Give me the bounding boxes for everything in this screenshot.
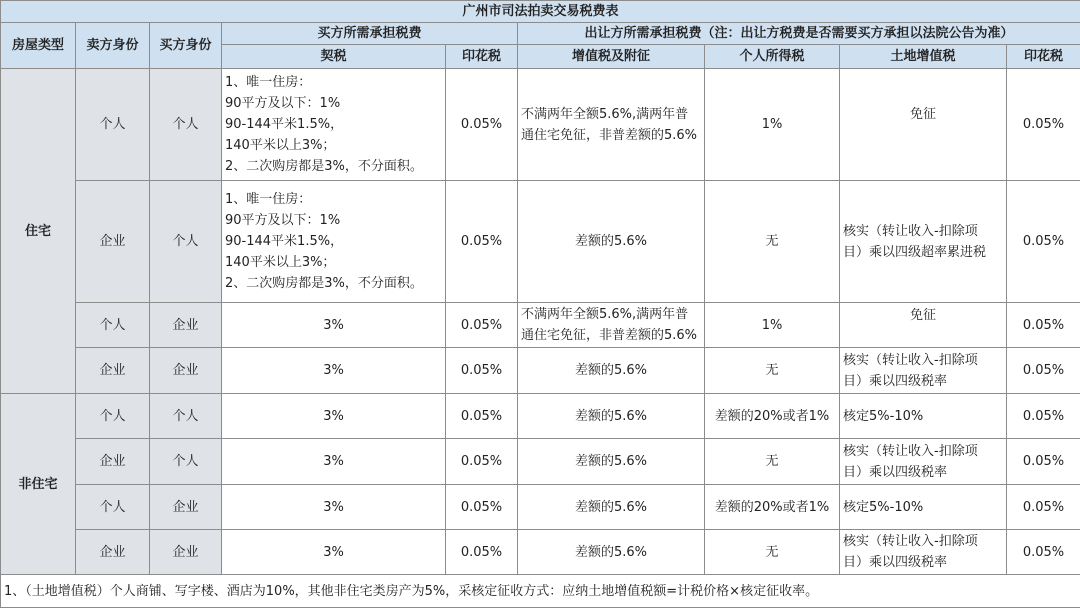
stamp-seller-cell: 0.05% [1007,530,1080,575]
buyer-cell: 企业 [150,485,222,530]
land-vat-cell: 核实（转让收入-扣除项 目）乘以四级税率 [840,348,1007,394]
vat-cell: 差额的5.6% [518,181,705,303]
land-vat-cell: 核定5%-10% [840,485,1007,530]
header-deed-tax: 契税 [222,45,446,69]
stamp-seller-cell: 0.05% [1007,485,1080,530]
income-tax-cell: 无 [705,439,840,485]
seller-cell: 企业 [76,181,150,303]
land-vat-cell: 核实（转让收入-扣除项 目）乘以四级税率 [840,439,1007,485]
header-stamp-seller: 印花税 [1007,45,1080,69]
deed-tax-cell: 3% [222,348,446,394]
income-tax-cell: 差额的20%或者1% [705,394,840,439]
seller-cell: 企业 [76,348,150,394]
table-row [1,439,1080,485]
stamp-buyer-cell: 0.05% [446,439,518,485]
buyer-cell: 个人 [150,439,222,485]
income-tax-cell: 1% [705,303,840,348]
land-vat-cell: 核实（转让收入-扣除项 目）乘以四级税率 [840,530,1007,575]
table-row [1,69,1080,181]
table-row [1,394,1080,439]
vat-cell: 不满两年全额5.6%,满两年普 通住宅免征，非普差额的5.6% [518,69,705,181]
stamp-buyer-cell: 0.05% [446,348,518,394]
vat-cell: 差额的5.6% [518,439,705,485]
deed-tax-cell: 1、唯一住房： 90平方及以下：1% 90-144平米1.5%， 140平米以上3%； 2、二次购房都是3%，不分面积。 [222,69,446,181]
stamp-seller-cell: 0.05% [1007,348,1080,394]
buyer-cell: 企业 [150,530,222,575]
deed-tax-cell: 1、唯一住房： 90平方及以下：1% 90-144平米1.5%， 140平米以上3%； 2、二次购房都是3%，不分面积。 [222,181,446,303]
buyer-cell: 个人 [150,69,222,181]
stamp-buyer-cell: 0.05% [446,394,518,439]
stamp-buyer-cell: 0.05% [446,303,518,348]
income-tax-cell: 1% [705,69,840,181]
deed-tax-cell: 3% [222,394,446,439]
seller-cell: 企业 [76,530,150,575]
header-buyer: 买方身份 [150,23,222,69]
stamp-buyer-cell: 0.05% [446,485,518,530]
seller-cell: 个人 [76,303,150,348]
income-tax-cell: 无 [705,181,840,303]
header-seller-group: 出让方所需承担税费（注：出让方税费是否需要买方承担以法院公告为准） [518,23,1080,45]
header-land-vat: 土地增值税 [840,45,1007,69]
seller-cell: 企业 [76,439,150,485]
vat-cell: 差额的5.6% [518,348,705,394]
income-tax-cell: 差额的20%或者1% [705,485,840,530]
stamp-seller-cell: 0.05% [1007,181,1080,303]
stamp-buyer-cell: 0.05% [446,181,518,303]
deed-tax-cell: 3% [222,485,446,530]
table-row [1,348,1080,394]
seller-cell: 个人 [76,69,150,181]
header-seller: 卖方身份 [76,23,150,69]
buyer-cell: 个人 [150,394,222,439]
table-row [1,181,1080,303]
stamp-buyer-cell: 0.05% [446,530,518,575]
group-residential: 住宅 [1,69,76,394]
deed-tax-cell: 3% [222,439,446,485]
land-vat-cell: 免征 [840,69,1007,181]
header-income-tax: 个人所得税 [705,45,840,69]
stamp-seller-cell: 0.05% [1007,439,1080,485]
income-tax-cell: 无 [705,348,840,394]
group-non-residential: 非住宅 [1,394,76,575]
buyer-cell: 个人 [150,181,222,303]
stamp-seller-cell: 0.05% [1007,303,1080,348]
buyer-cell: 企业 [150,303,222,348]
land-vat-cell: 免征 [840,303,1007,348]
table-row [1,485,1080,530]
land-vat-cell: 核定5%-10% [840,394,1007,439]
income-tax-cell: 无 [705,530,840,575]
footnote: 1、（土地增值税）个人商铺、写字楼、酒店为10%，其他非住宅类房产为5%，采核定征收方式：应纳土地增值税额=计税价格×核定征收率。 [1,575,1080,608]
header-buyer-group: 买方所需承担税费 [222,23,518,45]
vat-cell: 差额的5.6% [518,485,705,530]
table-row [1,530,1080,575]
header-house-type: 房屋类型 [1,23,76,69]
stamp-buyer-cell: 0.05% [446,69,518,181]
stamp-seller-cell: 0.05% [1007,394,1080,439]
seller-cell: 个人 [76,394,150,439]
header-vat: 增值税及附征 [518,45,705,69]
header-stamp-buyer: 印花税 [446,45,518,69]
seller-cell: 个人 [76,485,150,530]
vat-cell: 差额的5.6% [518,530,705,575]
table-row [1,303,1080,348]
land-vat-cell: 核实（转让收入-扣除项 目）乘以四级超率累进税 [840,181,1007,303]
deed-tax-cell: 3% [222,530,446,575]
deed-tax-cell: 3% [222,303,446,348]
vat-cell: 差额的5.6% [518,394,705,439]
vat-cell: 不满两年全额5.6%,满两年普 通住宅免征，非普差额的5.6% [518,303,705,348]
buyer-cell: 企业 [150,348,222,394]
stamp-seller-cell: 0.05% [1007,69,1080,181]
table-title: 广州市司法拍卖交易税费表 [1,1,1080,23]
